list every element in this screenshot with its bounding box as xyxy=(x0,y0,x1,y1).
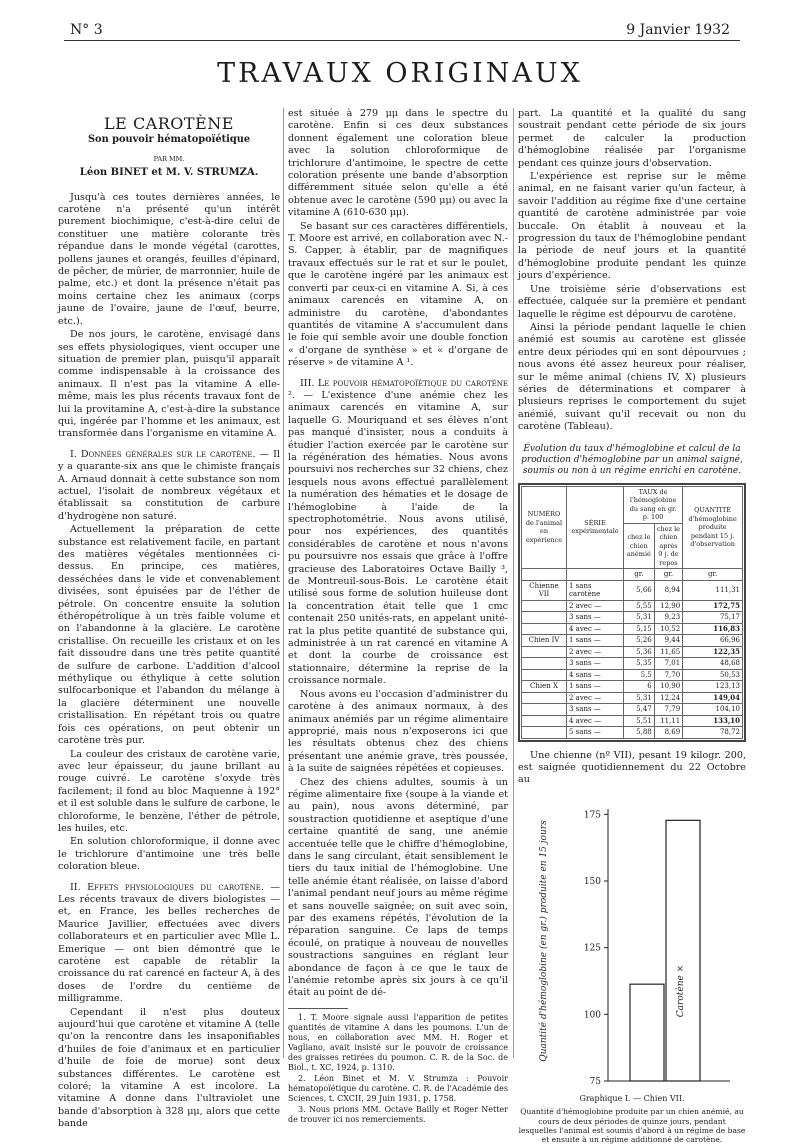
serie-cell: 3 sans — xyxy=(567,612,624,624)
animal-cell: Chien X xyxy=(522,681,567,693)
paragraph: est située à 279 μμ dans le spectre du carotène. Enfin si ces deux substances donnent également une coloration bleue avec la solution chloroformique de trichlorure d'antimoine, le spectre de cette coloration présente une bande d'absorption différemment située selon qu'elle a été obtenue avec le carotène (590 μμ) ou avec la vitamine A (610-630 μμ). xyxy=(288,108,508,219)
bar-carotene xyxy=(666,820,700,1081)
table-cell xyxy=(567,569,624,581)
animal-cell xyxy=(522,715,567,727)
animal-cell xyxy=(522,704,567,716)
repos-value: 8,94 xyxy=(654,580,682,600)
animal-cell xyxy=(522,669,567,681)
article-par: PAR MM. xyxy=(153,154,185,163)
article-title: LE CAROTÈNE xyxy=(104,114,234,133)
paragraph-text: — Il y a quarante-six ans que le chimiste français A. Arnaud donnait à cette substance son nom actuel, l'isolait de nombreux végétaux et établissait sa constitution de carbure d'hydrogène non saturé. xyxy=(58,448,280,522)
table-body xyxy=(522,569,743,739)
serie-cell: 2 avec — xyxy=(567,692,624,704)
paragraph xyxy=(288,378,508,688)
serie-cell: 1 sans — xyxy=(567,635,624,647)
anemie-value: 5,5 xyxy=(624,669,655,681)
graph-caption: Graphique I. — Chien VII. xyxy=(579,1093,685,1103)
y-tick-label: 125 xyxy=(583,943,601,954)
paragraph: Cependant il n'est plus douteux aujourd'hui que carotène et vitamine A (telle qu'on la rencontre dans les insaponifiables d'huiles de foie d'animaux et en particulier d'huile de foie de morue) sont deux substances différentes. Le carotène est coloré; la vitamine A est incolore. La vitamine A donne dans l'ultraviolet une bande d'absorption à 328 μμ, alors que cette bande xyxy=(58,1006,280,1130)
quantite-value: 66,96 xyxy=(683,635,743,647)
article-subtitle: Son pouvoir hématopoïétique xyxy=(87,134,251,146)
table-row xyxy=(522,646,743,658)
serie-cell: 5 sans — xyxy=(567,727,624,739)
animal-cell xyxy=(522,658,567,670)
bar-label: Carotène × xyxy=(676,964,686,1018)
quantite-value: 50,53 xyxy=(683,669,743,681)
issue-date: 9 Janvier 1932 xyxy=(626,22,730,38)
animal-cell: Chienne VII xyxy=(522,580,567,600)
quantite-value: 123,13 xyxy=(683,681,743,693)
quantite-value: 75,17 xyxy=(683,612,743,624)
anemie-value: 5,31 xyxy=(624,692,655,704)
footnote-rule xyxy=(288,1008,348,1009)
col-header-anemie: chez le chien anémié xyxy=(624,523,655,569)
quantite-value: 122,35 xyxy=(683,646,743,658)
animal-cell xyxy=(522,612,567,624)
quantite-value: 48,68 xyxy=(683,658,743,670)
section-title: TRAVAUX ORIGINAUX xyxy=(217,58,583,89)
anemie-value: 5,15 xyxy=(624,623,655,635)
anemie-value: 5,88 xyxy=(624,727,655,739)
anemie-value: 5,36 xyxy=(624,646,655,658)
column-2 xyxy=(288,108,508,1126)
serie-cell: 2 avec — xyxy=(567,600,624,612)
y-axis-label: Quantité d'hémoglobine (en gr.) produite en 15 jours xyxy=(539,820,549,1062)
footnote: 2. Léon Binet et M. V. Strumza : Pouvoir hématopoïétique du carotène. C. R. de l'Académie des Sciences, t. CXCII, 29 Juin 1931, p. 1758. xyxy=(288,1073,508,1103)
quantite-value: 172,75 xyxy=(683,600,743,612)
paragraph: L'expérience est reprise sur le même animal, en ne faisant varier qu'un facteur, à savoir l'addition au régime fixe d'une certaine quantité de carotène administrée par voie buccale. On établit à nouveau et la progression du taux de l'hémoglobine pendant la période de neuf jours et la quantité d'hémoglobine produite pendant les quinze jours d'expérience. xyxy=(518,171,746,282)
section-heading: I. Données générales sur le carotène. xyxy=(70,448,256,460)
section-heading: III. Le pouvoir hématopoïétique du carotène ². xyxy=(288,377,508,401)
repos-value: 7,01 xyxy=(654,658,682,670)
col-header-quantite: QUANTITÉ d'hémoglobine produite pendant 15 j. d'observation xyxy=(683,486,743,569)
paragraph: Ainsi la période pendant laquelle le chien anémié est soumis au carotène est glissée entre deux périodes qui en sont dépourvues ; nous avons été assez heureux pour réaliser, sur le même animal (chiens IV, X) plusieurs séries de déterminations et comparer à plusieurs reprises le comportement du sujet anémié, suivant qu'il recevait ou non du carotène (Tableau). xyxy=(518,321,746,433)
animal-cell xyxy=(522,623,567,635)
y-tick-label: 175 xyxy=(583,810,601,821)
unit-cell: gr. xyxy=(654,569,682,581)
animal-cell xyxy=(522,727,567,739)
col-header-serie: SÉRIE expérimentale xyxy=(567,486,624,569)
animal-cell xyxy=(522,600,567,612)
table-row xyxy=(522,658,743,670)
paragraph: En solution chloroformique, il donne avec le trichlorure d'antimoine une très belle coloration bleue. xyxy=(58,836,280,873)
serie-cell: 3 sans — xyxy=(567,658,624,670)
col-header-taux: TAUX de l'hémoglobine du sang en gr. p. 100 xyxy=(624,486,683,523)
anemie-value: 5,26 xyxy=(624,635,655,647)
column-3 xyxy=(518,108,746,1146)
paragraph xyxy=(58,449,280,523)
table-row xyxy=(522,623,743,635)
column-divider xyxy=(283,108,284,1058)
footnote: 3. Nous prions MM. Octave Bailly et Roger Netter de trouver ici nos remerciements. xyxy=(288,1104,508,1124)
hemoglobin-bar-chart xyxy=(518,791,746,1091)
anemie-value: 6 xyxy=(624,681,655,693)
table-row xyxy=(522,669,743,681)
quantite-value: 78,72 xyxy=(683,727,743,739)
serie-cell: 3 sans — xyxy=(567,704,624,716)
paragraph: De nos jours, le carotène, envisagé dans ses effets physiologiques, vient occuper une situation de premier plan, puisqu'il apparaît comme indispensable à la croissance des animaux. Il n'est pas la vitamine A elle-même, mais les plus récents travaux font de lui la provitamine A, c'est-à-dire la substance qui, ingérée par l'homme et les animaux, est transformée dans l'organisme en vitamine A. xyxy=(58,329,280,440)
paragraph-text: — L'existence d'une anémie chez les animaux carencés en vitamine A, sur laquelle G. Mouriquand et ses élèves n'ont pas manqué d'insister, nous a conduits à étudier l'action exercée par le carotène sur la régénération des hématies. Nous avons poursuivi nos recherches sur 32 chiens, chez lesquels nous avons effectué parallèlement la numération des hématies et le dosage de l'hémoglobine à l'aide de la spectrophotométrie. Nous avons utilisé, pour nos expériences, des quantités considérables de carotène et nous n'avons pu poursuivre nos essais que grâce à l'offre gracieuse des Laboratoires Octave Bailly ³, de Montreuil-sous-Bois. Le carotène était utilisé sous forme de solution huileuse dont la concentration était telle que 1 cmc contenait 250 unités-rats, en appelant unité-rat la plus petite quantité de substance qui, administrée à un rat carencé en vitamine A et dont la courbe de croissance est stationnaire, détermine la reprise de la croissance normale. xyxy=(288,389,508,687)
graph-legend: Quantité d'hémoglobine produite par un chien anémié, au cours de deux périodes de quinze jours, pendant lesquelles l'animal est soumis d'abord à un régime de base et ensuite à un régime additionné de carotène. xyxy=(518,1107,746,1145)
unit-cell: gr. xyxy=(624,569,655,581)
table-row xyxy=(522,635,743,647)
paragraph xyxy=(58,882,280,1006)
article-authors: Léon BINET et M. V. STRUMZA. xyxy=(79,167,259,179)
animal-cell xyxy=(522,692,567,704)
footnote: 1. T. Moore signale aussi l'apparition de petites quantités de vitamine A dans les poumons. L'un de nous, en collaboration avec MM. H. Roger et Vagliano, avait insisté sur le pouvoir de croissance des graisses retirées du poumon. C. R. de la Soc. de Biol., t. XC, 1924, p. 1310. xyxy=(288,1012,508,1072)
table-row xyxy=(522,715,743,727)
anemie-value: 5,51 xyxy=(624,715,655,727)
table-caption: Évolution du taux d'hémoglobine et calcul de la production d'hémoglobine par un animal saigné, soumis ou non à un régime enrichi en carotène. xyxy=(521,443,743,476)
serie-cell: 2 avec — xyxy=(567,646,624,658)
repos-value: 11,65 xyxy=(654,646,682,658)
header-rule xyxy=(64,40,740,41)
column-divider xyxy=(513,108,514,1058)
paragraph: Jusqu'à ces toutes dernières années, le carotène n'a présenté qu'un intérêt purement biochimique, c'est-à-dire celui de constituer une matière colorante très répandue dans le monde végétal (carottes, pollens jaunes et orangés, feuilles d'épinard, de pêcher, de mûrier, de marronnier, huile de palme, etc.) et dont la présence n'était pas moins certaine chez les animaux (corps jaune de l'ovaire, jaune de l'œuf, beurre, etc.). xyxy=(58,191,280,327)
paragraph: Une chienne (nº VII), pesant 19 kilogr. 200, est saignée quotidiennement du 22 Octobre au xyxy=(518,749,746,786)
y-tick-label: 75 xyxy=(589,1076,601,1087)
paragraph: Se basant sur ces caractères différentiels, T. Moore est arrivé, en collaboration avec N.-S. Capper, à établir, par de magnifiques travaux effectués sur le rat et sur le poulet, que le carotène ingéré par les animaux est converti par ceux-ci en vitamine A. Si, à ces animaux carencés en vitamine A, on administre du carotène, d'abondantes quantités de vitamine A s'accumulent dans le foie qui semble avoir une double fonction « d'organe de synthèse » et « d'organe de réserve » de vitamine A ¹. xyxy=(288,220,508,369)
quantite-value: 133,10 xyxy=(683,715,743,727)
anemie-value: 5,66 xyxy=(624,580,655,600)
table-cell xyxy=(522,569,567,581)
table-row xyxy=(522,681,743,693)
repos-value: 8,69 xyxy=(654,727,682,739)
table-row xyxy=(522,704,743,716)
issue-number: N° 3 xyxy=(70,22,103,38)
quantite-value: 149,04 xyxy=(683,692,743,704)
col-header-animal: NUMÉRO de l'animal en expérience xyxy=(522,486,567,569)
paragraph: part. La quantité et la qualité du sang soustrait pendant cette période de six jours permet de calculer la production d'hémoglobine réalisée par l'organisme pendant ces quinze jours d'observation. xyxy=(518,108,746,169)
animal-cell xyxy=(522,646,567,658)
anemie-value: 5,35 xyxy=(624,658,655,670)
paragraph: Nous avons eu l'occasion d'administrer du carotène à des animaux normaux, à des animaux anémiés par un régime alimentaire approprié, mais nous n'exposerons ici que les résultats obtenus chez des chiens présentant une anémie grave, très poussée, à la suite de saignées répétées et copieuses. xyxy=(288,688,508,775)
paragraph: La couleur des cristaux de carotène varie, avec leur épaisseur, du jaune brillant au rouge cuivré. Le carotène s'oxyde très facilement; il fond au bloc Maquenne à 192° et il est soluble dans le sulfure de carbone, le chloroforme, le benzène, l'éther de pétrole, les huiles, etc. xyxy=(58,748,280,834)
section-heading: II. Effets physiologiques du carotène. xyxy=(70,881,264,893)
repos-value: 12,90 xyxy=(654,600,682,612)
table-row xyxy=(522,692,743,704)
repos-value: 9,23 xyxy=(654,612,682,624)
anemie-value: 5,31 xyxy=(624,612,655,624)
repos-value: 10,52 xyxy=(654,623,682,635)
table-row xyxy=(522,612,743,624)
table-row xyxy=(522,600,743,612)
paragraph: Une troisième série d'observations est effectuée, calquée sur la première et pendant laquelle le régime est dépourvu de carotène. xyxy=(518,283,746,320)
repos-value: 12,24 xyxy=(654,692,682,704)
serie-cell: 1 sans — xyxy=(567,681,624,693)
table-row xyxy=(522,580,743,600)
serie-cell: 4 avec — xyxy=(567,623,624,635)
repos-value: 10,90 xyxy=(654,681,682,693)
anemie-value: 5,47 xyxy=(624,704,655,716)
quantite-value: 111,31 xyxy=(683,580,743,600)
col-header-repos: chez le chien après 9 j. de repos xyxy=(654,523,682,569)
y-tick-label: 150 xyxy=(583,876,601,887)
table-row xyxy=(522,727,743,739)
serie-cell: 4 sans — xyxy=(567,669,624,681)
serie-cell: 4 avec — xyxy=(567,715,624,727)
repos-value: 11,11 xyxy=(654,715,682,727)
paragraph-text: — Les récents travaux de divers biologistes — et, en France, les belles recherches de Maurice Javillier, effectuées avec divers collaborateurs et en particulier avec Mlle L. Emerique — ont bien démontré que le carotène est capable de rétablir la croissance du rat carencé en facteur A, à des doses de l'ordre du centième de milligramme. xyxy=(58,881,280,1005)
hemoglobin-table xyxy=(518,483,746,742)
paragraph: Actuellement la préparation de cette substance est relativement facile, en partant des matières végétales mentionnées ci-dessus. En principe, ces matières, desséchées dans le vide et convenablement divisées, sont épuisées par de l'éther de pétrole. On concentre ensuite la solution éthéropétrolique à un très faible volume et on l'abandonne à la glacière. Le carotène cristallise. On recueille les cristaux et on les fait dissoudre dans une très petite quantité de sulfure de carbone. L'addition d'alcool méthylique ou éthylique à cette solution sulfocarbonique et l'abandon du mélange à la glacière déterminent une nouvelle cristallisation. En répétant trois ou quatre fois ces opérations, on peut obtenir un carotène très pur. xyxy=(58,524,280,747)
repos-value: 9,44 xyxy=(654,635,682,647)
repos-value: 7,79 xyxy=(654,704,682,716)
paragraph: Chez des chiens adultes, soumis à un régime alimentaire fixe (soupe à la viande et au pain), nous avons déterminé, par soustraction quotidienne et aseptique d'une certaine quantité de sang, une anémie accentuée telle que le chiffre d'hémoglobine, dans le sang circulant, était sensiblement le tiers du taux initial de l'hémoglobine. Une telle anémie étant réalisée, on laisse d'abord l'animal pendant neuf jours au même régime et sans nouvelle saignée; on suit avec soin, par des examens répétés, l'évolution de la réparation sanguine. Ce laps de temps écoulé, on pratique à nouveau de nouvelles soustractions sanguines en réglant leur abondance de façon à ce que le taux de l'anémie retombe après six jours à ce qu'il était au point de dé- xyxy=(288,776,508,999)
bar-base-diet xyxy=(630,984,664,1081)
anemie-value: 5,55 xyxy=(624,600,655,612)
column-1 xyxy=(58,108,280,1132)
y-tick-label: 100 xyxy=(583,1010,601,1021)
repos-value: 7,70 xyxy=(654,669,682,681)
unit-cell: gr. xyxy=(683,569,743,581)
quantite-value: 104,10 xyxy=(683,704,743,716)
serie-cell: 1 sans carotène xyxy=(567,580,624,600)
animal-cell: Chien IV xyxy=(522,635,567,647)
quantite-value: 116,83 xyxy=(683,623,743,635)
